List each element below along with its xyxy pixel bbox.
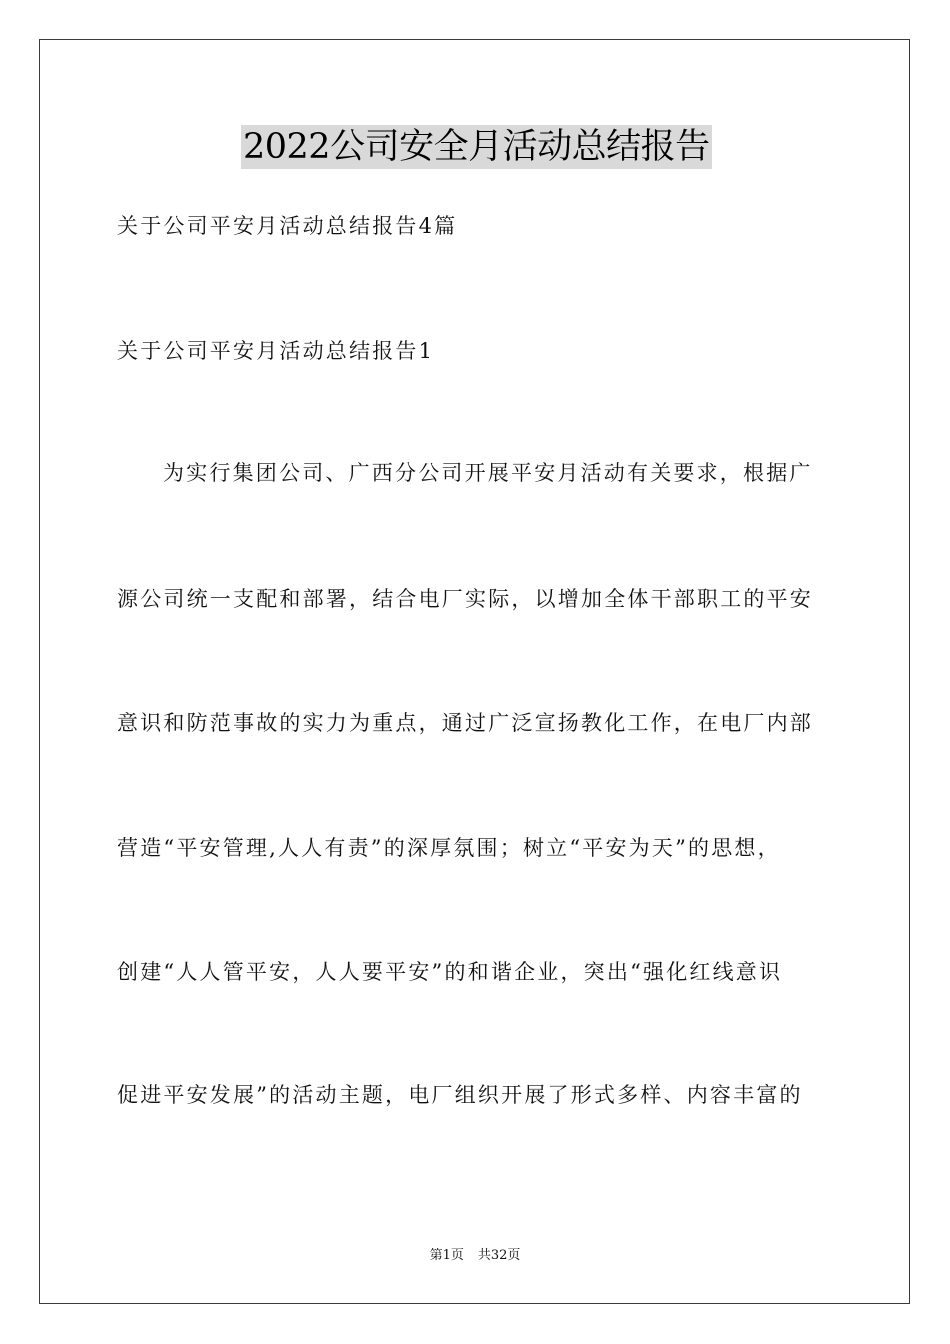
section-heading: 关于公司平安月活动总结报告1 [117,339,435,363]
body-line-5: 创建“人人管平安，人人要平安”的和谐企业，突出“强化红线意识 [117,960,783,984]
body-line-3: 意识和防范事故的实力为重点，通过广泛宣扬教化工作，在电厂内部 [117,711,813,735]
body-line-4: 营造“平安管理,人人有责”的深厚氛围；树立“平安为天”的思想， [117,836,781,860]
page-footer [0,1247,950,1265]
body-line-6: 促进平安发展”的活动主题，电厂组织开展了形式多样、内容丰富的 [117,1083,803,1107]
body-line-1: 为实行集团公司、广西分公司开展平安月活动有关要求，根据广 [163,461,813,485]
total-pages: 共32页 [477,1248,521,1263]
document-subtitle: 关于公司平安月活动总结报告4篇 [117,214,458,238]
body-line-2: 源公司统一支配和部署，结合电厂实际，以增加全体干部职工的平安 [117,587,813,611]
page-number: 第1页 [429,1248,464,1263]
document-title: 2022公司安全月活动总结报告 [243,127,710,167]
